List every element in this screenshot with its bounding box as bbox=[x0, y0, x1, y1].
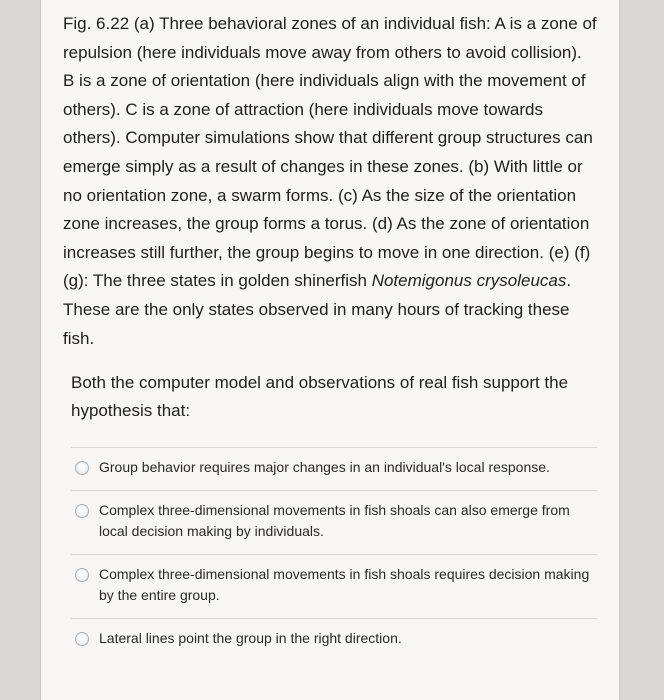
question-panel bbox=[40, 0, 620, 700]
answer-choice-2[interactable] bbox=[71, 490, 597, 554]
caption-text-end: . These are the only states observed in many hours of tracking these fish. bbox=[63, 271, 572, 348]
caption-text: Fig. 6.22 (a) Three behavioral zones of an individual fish: A is a zone of repulsion (here individuals move away from others to avoid collision). B is a zone of orientation (here individuals align with the movement of others). C is a zone of attraction (here individuals move towards others). Computer simulations show that different group structures can emerge simply as a result of changes in these zones. (b) With little or no orientation zone, a swarm forms. (c) As the size of the orientation zone increases, the group forms a torus. (d) As the zone of orientation increases still further, the group begins to move in one direction. (e) (f) (g): The three states in golden shinerfish bbox=[63, 14, 597, 291]
radio-button-icon[interactable] bbox=[75, 461, 89, 475]
figure-caption bbox=[63, 10, 597, 353]
choice-label: Lateral lines point the group in the right direction. bbox=[99, 630, 402, 647]
species-name: Notemigonus crysoleucas bbox=[371, 271, 567, 291]
radio-button-icon[interactable] bbox=[75, 504, 89, 518]
answer-choice-3[interactable] bbox=[71, 554, 597, 618]
choice-label: Complex three-dimensional movements in fish shoals requires decision making by the entire group. bbox=[99, 566, 590, 604]
answer-choice-1[interactable] bbox=[71, 447, 597, 490]
radio-button-icon[interactable] bbox=[75, 632, 89, 646]
answer-choice-4[interactable] bbox=[71, 618, 597, 661]
choice-label: Group behavior requires major changes in an individual's local response. bbox=[99, 459, 550, 476]
choice-label: Complex three-dimensional movements in fish shoals can also emerge from local decision making by individuals. bbox=[99, 502, 570, 540]
radio-button-icon[interactable] bbox=[75, 568, 89, 582]
answer-choices bbox=[71, 447, 597, 661]
question-prompt: Both the computer model and observations of real fish support the hypothesis that: bbox=[71, 373, 569, 421]
